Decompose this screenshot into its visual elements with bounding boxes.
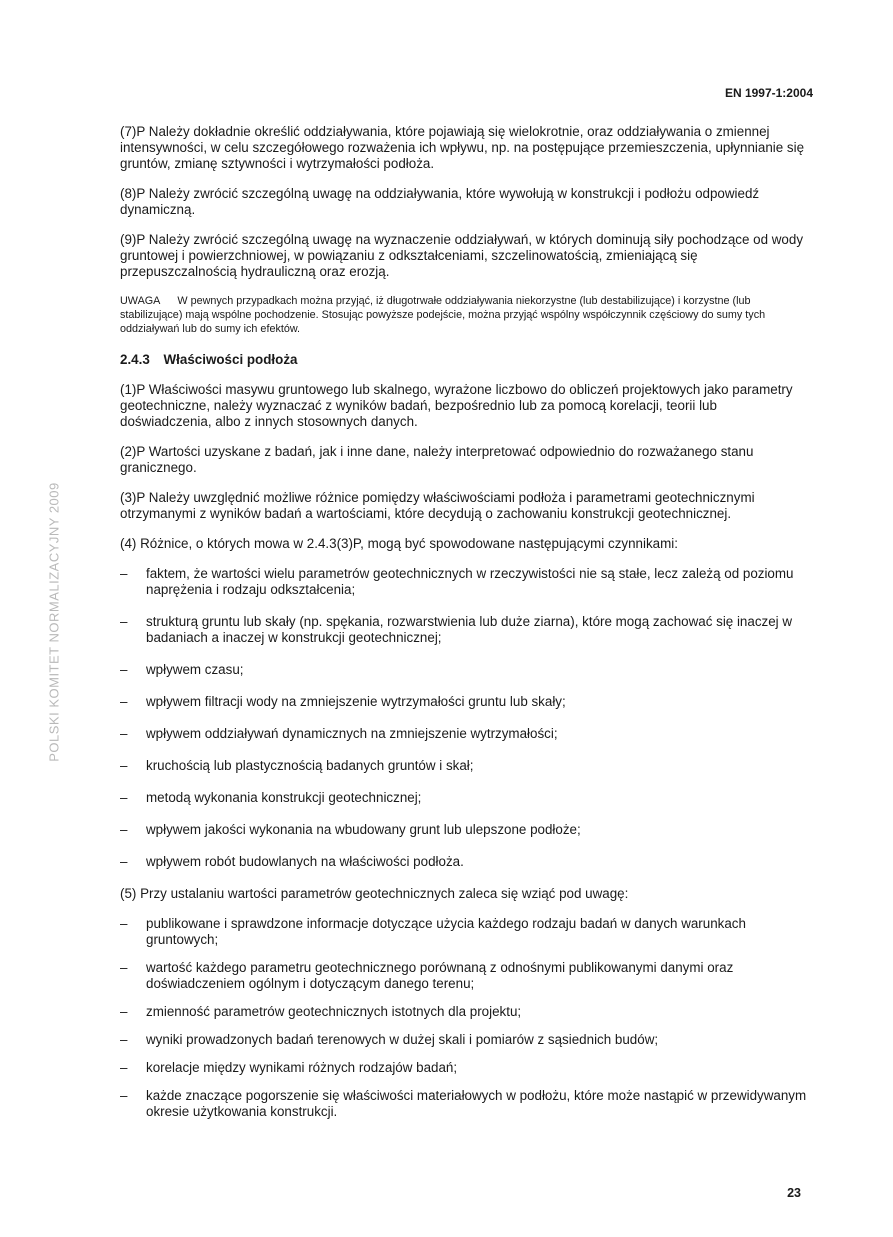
dash-bullet: – <box>120 758 128 773</box>
list-item <box>120 1032 812 1048</box>
dash-bullet: – <box>120 694 128 709</box>
page-content <box>120 124 812 1132</box>
list-item-text: zmienność parametrów geotechnicznych istotnych dla projektu; <box>146 1004 522 1019</box>
section-number: 2.4.3 <box>120 352 150 367</box>
list-item-text: wpływem jakości wykonania na wbudowany grunt lub ulepszone podłoże; <box>146 822 581 837</box>
list-item-text: strukturą gruntu lub skały (np. spękania, rozwarstwienia lub duże ziarna), które mogą zachować się inaczej w badaniach a inaczej w konstrukcji geotechnicznej; <box>146 614 793 645</box>
list-item-text: kruchością lub plastycznością badanych gruntów i skał; <box>146 758 474 773</box>
paragraph-5: (5) Przy ustalaniu wartości parametrów geotechnicznych zaleca się wziąć pod uwagę: <box>120 886 629 901</box>
note-text: W pewnych przypadkach można przyjąć, iż długotrwałe oddziaływania niekorzystne (lub destabilizujące) i korzystne (lub stabilizujące) mają wspólne pochodzenie. Stosując powyższe podejście, można przyjąć wspólny współczynnik częściowy do sumy tych oddziaływań lub do sumy ich efektów. <box>120 295 766 335</box>
dash-bullet: – <box>120 1088 128 1103</box>
dash-bullet: – <box>120 614 128 629</box>
list-item-text: każde znaczące pogorszenie się właściwości materiałowych w podłożu, które może nastąpić w przewidywanym okresie użytkowania konstrukcji. <box>146 1088 807 1119</box>
section-title: Właściwości podłoża <box>163 352 298 367</box>
paragraph-7p: (7)P Należy dokładnie określić oddziaływania, które pojawiają się wielokrotnie, oraz oddziaływania o zmiennej intensywności, w celu szczegółowego rozważenia ich wpływu, np. na postępujące przemieszczenia, upłynnianie się gruntów, zmianę sztywności i wytrzymałości podłoża. <box>120 124 805 171</box>
note <box>120 294 812 336</box>
list-item-text: wpływem czasu; <box>146 662 244 677</box>
list-item-text: metodą wykonania konstrukcji geotechnicznej; <box>146 790 422 805</box>
list-item <box>120 614 812 646</box>
list-item <box>120 822 812 838</box>
list-item-text: publikowane i sprawdzone informacje dotyczące użycia każdego rodzaju badań w danych warunkach gruntowych; <box>146 916 746 947</box>
dash-bullet: – <box>120 1004 128 1019</box>
list-item-text: wartość każdego parametru geotechnicznego porównaną z odnośnymi publikowanymi danymi oraz doświadczeniem ogólnym i dotyczącym danego terenu; <box>146 960 734 991</box>
list-item <box>120 662 812 678</box>
list-item <box>120 790 812 806</box>
list-item <box>120 726 812 742</box>
paragraph-2p: (2)P Wartości uzyskane z badań, jak i inne dane, należy interpretować odpowiednio do rozważanego stanu granicznego. <box>120 444 754 475</box>
dash-bullet: – <box>120 916 128 931</box>
list-item <box>120 916 812 948</box>
list-item-text: faktem, że wartości wielu parametrów geotechnicznych w rzeczywistości nie są stałe, lecz zależą od poziomu naprężenia i rodzaju odkształcenia; <box>146 566 794 597</box>
list-item <box>120 854 812 870</box>
list-item <box>120 758 812 774</box>
dash-bullet: – <box>120 854 128 869</box>
paragraph-3p: (3)P Należy uwzględnić możliwe różnice pomiędzy właściwościami podłoża i parametrami geotechnicznymi otrzymanymi z wyników badań a wartościami, które decydują o zachowaniu konstrukcji geotechnicznej. <box>120 490 755 521</box>
dash-bullet: – <box>120 822 128 837</box>
dash-bullet: – <box>120 1060 128 1075</box>
dash-bullet: – <box>120 1032 128 1047</box>
list-item-text: wpływem robót budowlanych na właściwości podłoża. <box>146 854 464 869</box>
note-label: UWAGA <box>120 295 161 307</box>
list-item-text: korelacje między wynikami różnych rodzajów badań; <box>146 1060 458 1075</box>
dash-bullet: – <box>120 726 128 741</box>
paragraph-9p: (9)P Należy zwrócić szczególną uwagę na wyznaczenie oddziaływań, w których dominują siły pochodzące od wody gruntowej i powierzchniowej, w powiązaniu z odkształceniami, szczelinowatością, zmieniającą się przepuszczalnością hydrauliczną oraz erozją. <box>120 232 804 279</box>
dash-bullet: – <box>120 960 128 975</box>
list-item <box>120 566 812 598</box>
paragraph-4: (4) Różnice, o których mowa w 2.4.3(3)P, mogą być spowodowane następującymi czynnikami: <box>120 536 678 551</box>
paragraph-8p: (8)P Należy zwrócić szczególną uwagę na oddziaływania, które wywołują w konstrukcji i podłożu odpowiedź dynamiczną. <box>120 186 760 217</box>
watermark: POLSKI KOMITET NORMALIZACYJNY 2009 <box>46 482 62 762</box>
list-item <box>120 1004 812 1020</box>
list-item <box>120 1088 812 1120</box>
list-item-text: wyniki prowadzonych badań terenowych w dużej skali i pomiarów z sąsiednich budów; <box>146 1032 659 1047</box>
considerations-list <box>120 916 812 1120</box>
dash-bullet: – <box>120 662 128 677</box>
list-item-text: wpływem filtracji wody na zmniejszenie wytrzymałości gruntu lub skały; <box>146 694 566 709</box>
list-item-text: wpływem oddziaływań dynamicznych na zmniejszenie wytrzymałości; <box>146 726 558 741</box>
dash-bullet: – <box>120 790 128 805</box>
dash-bullet: – <box>120 566 128 581</box>
list-item <box>120 694 812 710</box>
paragraph-1p: (1)P Właściwości masywu gruntowego lub skalnego, wyrażone liczbowo do obliczeń projektowych jako parametry geotechniczne, należy wyznaczać z wyników badań, bezpośrednio lub za pomocą korelacji, teorii lub doświadczenia, albo z innych stosownych danych. <box>120 382 793 429</box>
section-heading <box>120 352 812 368</box>
list-item <box>120 960 812 992</box>
factors-list <box>120 566 812 870</box>
page-number: 23 <box>787 1186 801 1200</box>
list-item <box>120 1060 812 1076</box>
document-id: EN 1997-1:2004 <box>724 86 813 100</box>
